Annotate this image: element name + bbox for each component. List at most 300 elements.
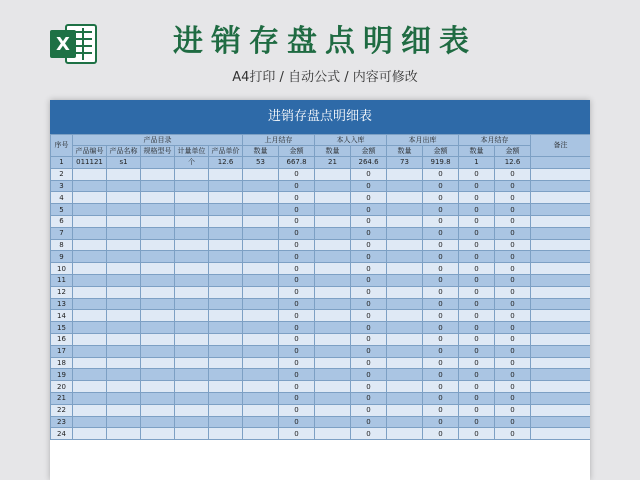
table-cell[interactable]	[531, 369, 590, 381]
table-cell[interactable]	[387, 204, 423, 216]
table-cell[interactable]: 0	[351, 381, 387, 393]
table-cell[interactable]: 73	[387, 157, 423, 169]
table-cell[interactable]: 0	[351, 239, 387, 251]
row-number-cell[interactable]: 15	[51, 322, 73, 334]
table-cell[interactable]	[209, 333, 243, 345]
table-cell[interactable]: 0	[351, 298, 387, 310]
table-cell[interactable]	[107, 168, 141, 180]
table-cell[interactable]	[315, 286, 351, 298]
table-cell[interactable]	[315, 263, 351, 275]
table-cell[interactable]	[175, 392, 209, 404]
table-cell[interactable]: 0	[279, 168, 315, 180]
table-cell[interactable]	[107, 215, 141, 227]
table-cell[interactable]	[531, 168, 590, 180]
table-cell[interactable]: 0	[459, 428, 495, 440]
row-number-cell[interactable]: 16	[51, 333, 73, 345]
table-cell[interactable]: 0	[495, 404, 531, 416]
table-cell[interactable]	[209, 192, 243, 204]
table-cell[interactable]: 0	[495, 416, 531, 428]
table-cell[interactable]	[175, 227, 209, 239]
table-cell[interactable]: 0	[459, 192, 495, 204]
table-cell[interactable]	[107, 180, 141, 192]
table-cell[interactable]	[175, 322, 209, 334]
table-cell[interactable]	[141, 168, 175, 180]
table-cell[interactable]	[209, 286, 243, 298]
table-cell[interactable]: 0	[459, 322, 495, 334]
table-cell[interactable]	[315, 215, 351, 227]
table-cell[interactable]	[243, 204, 279, 216]
table-cell[interactable]	[209, 381, 243, 393]
table-cell[interactable]: 667.8	[279, 157, 315, 169]
table-cell[interactable]	[141, 215, 175, 227]
table-cell[interactable]	[73, 168, 107, 180]
table-cell[interactable]: 0	[423, 392, 459, 404]
table-cell[interactable]: 0	[495, 381, 531, 393]
table-cell[interactable]	[315, 333, 351, 345]
table-cell[interactable]	[107, 416, 141, 428]
table-cell[interactable]	[107, 251, 141, 263]
table-cell[interactable]: 0	[279, 369, 315, 381]
table-cell[interactable]: 0	[423, 322, 459, 334]
table-cell[interactable]	[73, 416, 107, 428]
table-cell[interactable]	[531, 322, 590, 334]
table-cell[interactable]	[243, 298, 279, 310]
table-cell[interactable]	[387, 428, 423, 440]
row-number-cell[interactable]: 18	[51, 357, 73, 369]
table-cell[interactable]	[107, 357, 141, 369]
table-cell[interactable]	[209, 357, 243, 369]
table-cell[interactable]: 0	[351, 274, 387, 286]
table-cell[interactable]	[107, 428, 141, 440]
table-cell[interactable]: 0	[495, 298, 531, 310]
table-cell[interactable]: 0	[423, 168, 459, 180]
table-cell[interactable]: 0	[351, 333, 387, 345]
table-cell[interactable]	[107, 310, 141, 322]
table-cell[interactable]	[141, 239, 175, 251]
table-cell[interactable]	[387, 369, 423, 381]
table-cell[interactable]	[209, 428, 243, 440]
table-cell[interactable]	[175, 239, 209, 251]
row-number-cell[interactable]: 8	[51, 239, 73, 251]
table-cell[interactable]: 0	[279, 263, 315, 275]
table-cell[interactable]	[387, 416, 423, 428]
row-number-cell[interactable]: 10	[51, 263, 73, 275]
table-cell[interactable]	[107, 404, 141, 416]
row-number-cell[interactable]: 21	[51, 392, 73, 404]
table-cell[interactable]: 0	[495, 215, 531, 227]
table-cell[interactable]	[209, 168, 243, 180]
row-number-cell[interactable]: 14	[51, 310, 73, 322]
table-cell[interactable]	[531, 381, 590, 393]
table-cell[interactable]	[141, 180, 175, 192]
table-cell[interactable]	[141, 204, 175, 216]
table-cell[interactable]	[315, 310, 351, 322]
table-cell[interactable]: 0	[279, 381, 315, 393]
table-cell[interactable]: 0	[495, 333, 531, 345]
table-cell[interactable]	[73, 369, 107, 381]
row-number-cell[interactable]: 7	[51, 227, 73, 239]
table-cell[interactable]	[141, 286, 175, 298]
table-cell[interactable]	[243, 392, 279, 404]
row-number-cell[interactable]: 20	[51, 381, 73, 393]
table-cell[interactable]	[175, 168, 209, 180]
table-cell[interactable]	[387, 192, 423, 204]
table-cell[interactable]	[387, 345, 423, 357]
table-cell[interactable]	[531, 428, 590, 440]
table-cell[interactable]: 1	[459, 157, 495, 169]
table-cell[interactable]: 0	[351, 428, 387, 440]
table-cell[interactable]	[387, 381, 423, 393]
table-cell[interactable]: 0	[279, 274, 315, 286]
table-cell[interactable]	[531, 263, 590, 275]
table-cell[interactable]	[209, 263, 243, 275]
table-cell[interactable]: 0	[423, 204, 459, 216]
table-cell[interactable]: 0	[351, 416, 387, 428]
table-cell[interactable]	[141, 404, 175, 416]
table-cell[interactable]	[209, 298, 243, 310]
table-cell[interactable]: 0	[459, 239, 495, 251]
table-cell[interactable]	[73, 192, 107, 204]
table-cell[interactable]: 0	[423, 180, 459, 192]
table-cell[interactable]	[107, 381, 141, 393]
table-cell[interactable]	[73, 204, 107, 216]
table-cell[interactable]: 0	[423, 404, 459, 416]
table-cell[interactable]	[107, 286, 141, 298]
table-cell[interactable]	[73, 239, 107, 251]
table-cell[interactable]: 0	[459, 404, 495, 416]
table-cell[interactable]: 0	[459, 180, 495, 192]
table-cell[interactable]	[387, 298, 423, 310]
row-number-cell[interactable]: 17	[51, 345, 73, 357]
table-cell[interactable]	[531, 392, 590, 404]
table-cell[interactable]: 0	[495, 180, 531, 192]
table-cell[interactable]	[141, 298, 175, 310]
table-cell[interactable]: 0	[351, 204, 387, 216]
table-cell[interactable]	[73, 263, 107, 275]
table-cell[interactable]	[315, 180, 351, 192]
table-cell[interactable]: 0	[279, 322, 315, 334]
table-cell[interactable]: 0	[423, 263, 459, 275]
table-cell[interactable]: 0	[351, 180, 387, 192]
table-cell[interactable]	[531, 310, 590, 322]
table-cell[interactable]	[73, 274, 107, 286]
table-cell[interactable]	[315, 345, 351, 357]
table-cell[interactable]: 0	[351, 404, 387, 416]
table-cell[interactable]	[209, 310, 243, 322]
row-number-cell[interactable]: 9	[51, 251, 73, 263]
table-cell[interactable]	[531, 357, 590, 369]
table-cell[interactable]	[107, 239, 141, 251]
table-cell[interactable]	[141, 428, 175, 440]
table-cell[interactable]	[531, 298, 590, 310]
table-cell[interactable]	[243, 286, 279, 298]
table-cell[interactable]	[209, 416, 243, 428]
table-cell[interactable]	[209, 204, 243, 216]
table-cell[interactable]	[107, 322, 141, 334]
table-cell[interactable]	[531, 204, 590, 216]
table-cell[interactable]: 0	[423, 251, 459, 263]
table-cell[interactable]: 0	[495, 345, 531, 357]
table-cell[interactable]	[315, 381, 351, 393]
table-cell[interactable]	[141, 251, 175, 263]
table-cell[interactable]	[387, 392, 423, 404]
table-cell[interactable]	[243, 333, 279, 345]
table-cell[interactable]	[73, 428, 107, 440]
table-cell[interactable]	[175, 180, 209, 192]
table-cell[interactable]	[175, 345, 209, 357]
table-cell[interactable]	[107, 345, 141, 357]
row-number-cell[interactable]: 4	[51, 192, 73, 204]
table-cell[interactable]	[175, 274, 209, 286]
table-cell[interactable]	[175, 263, 209, 275]
table-cell[interactable]	[315, 168, 351, 180]
table-cell[interactable]	[141, 392, 175, 404]
table-cell[interactable]	[73, 227, 107, 239]
row-number-cell[interactable]: 13	[51, 298, 73, 310]
table-cell[interactable]	[141, 345, 175, 357]
table-cell[interactable]: 0	[459, 286, 495, 298]
table-cell[interactable]: 0	[495, 239, 531, 251]
table-cell[interactable]	[387, 239, 423, 251]
table-cell[interactable]: 0	[459, 333, 495, 345]
table-cell[interactable]: 0	[351, 215, 387, 227]
table-cell[interactable]: 0	[495, 392, 531, 404]
table-cell[interactable]: 0	[459, 251, 495, 263]
table-cell[interactable]	[531, 286, 590, 298]
table-cell[interactable]: 0	[279, 286, 315, 298]
table-cell[interactable]: 0	[279, 298, 315, 310]
table-cell[interactable]	[107, 227, 141, 239]
table-cell[interactable]: 0	[423, 333, 459, 345]
table-cell[interactable]	[175, 404, 209, 416]
table-cell[interactable]: 0	[459, 263, 495, 275]
table-cell[interactable]: 0	[423, 274, 459, 286]
table-cell[interactable]: 0	[351, 168, 387, 180]
table-cell[interactable]: 12.6	[495, 157, 531, 169]
table-cell[interactable]	[141, 227, 175, 239]
table-cell[interactable]	[73, 345, 107, 357]
table-cell[interactable]	[315, 251, 351, 263]
table-cell[interactable]	[175, 310, 209, 322]
table-cell[interactable]	[531, 404, 590, 416]
table-cell[interactable]	[175, 333, 209, 345]
table-cell[interactable]: 0	[351, 392, 387, 404]
table-cell[interactable]	[141, 192, 175, 204]
table-cell[interactable]	[107, 298, 141, 310]
table-cell[interactable]: 0	[459, 298, 495, 310]
table-cell[interactable]	[141, 357, 175, 369]
table-cell[interactable]	[315, 227, 351, 239]
table-cell[interactable]	[531, 345, 590, 357]
table-cell[interactable]: 0	[423, 298, 459, 310]
table-cell[interactable]	[209, 215, 243, 227]
table-cell[interactable]: 0	[351, 227, 387, 239]
table-cell[interactable]	[243, 215, 279, 227]
table-cell[interactable]	[243, 192, 279, 204]
table-cell[interactable]	[73, 310, 107, 322]
row-number-cell[interactable]: 2	[51, 168, 73, 180]
table-cell[interactable]	[73, 251, 107, 263]
table-cell[interactable]: 0	[423, 310, 459, 322]
table-cell[interactable]: 0	[459, 369, 495, 381]
table-cell[interactable]: 0	[459, 215, 495, 227]
table-cell[interactable]: 0	[279, 192, 315, 204]
table-cell[interactable]	[73, 180, 107, 192]
table-cell[interactable]	[141, 381, 175, 393]
table-cell[interactable]: 0	[423, 369, 459, 381]
row-number-cell[interactable]: 5	[51, 204, 73, 216]
table-cell[interactable]	[175, 286, 209, 298]
table-cell[interactable]	[141, 274, 175, 286]
table-cell[interactable]: 0	[279, 428, 315, 440]
table-cell[interactable]	[141, 369, 175, 381]
table-cell[interactable]: 12.6	[209, 157, 243, 169]
table-cell[interactable]	[243, 416, 279, 428]
table-cell[interactable]: 0	[279, 239, 315, 251]
table-cell[interactable]: 0	[495, 192, 531, 204]
table-cell[interactable]	[387, 263, 423, 275]
table-cell[interactable]	[73, 357, 107, 369]
table-cell[interactable]	[531, 274, 590, 286]
table-cell[interactable]: 0	[459, 310, 495, 322]
table-cell[interactable]	[387, 357, 423, 369]
table-cell[interactable]: 0	[495, 274, 531, 286]
table-cell[interactable]	[175, 357, 209, 369]
table-cell[interactable]: 0	[459, 227, 495, 239]
table-cell[interactable]	[531, 192, 590, 204]
table-cell[interactable]: 0	[423, 286, 459, 298]
table-cell[interactable]	[243, 357, 279, 369]
table-cell[interactable]	[531, 239, 590, 251]
table-cell[interactable]	[315, 274, 351, 286]
table-cell[interactable]	[531, 215, 590, 227]
table-cell[interactable]: 0	[279, 251, 315, 263]
table-cell[interactable]	[175, 298, 209, 310]
table-cell[interactable]: 0	[495, 428, 531, 440]
table-cell[interactable]	[209, 239, 243, 251]
table-cell[interactable]	[175, 381, 209, 393]
table-cell[interactable]: 0	[459, 204, 495, 216]
table-cell[interactable]: 0	[459, 345, 495, 357]
table-cell[interactable]: 0	[279, 227, 315, 239]
table-cell[interactable]: 0	[423, 239, 459, 251]
row-number-cell[interactable]: 24	[51, 428, 73, 440]
table-cell[interactable]: 0	[459, 357, 495, 369]
table-cell[interactable]	[531, 157, 590, 169]
table-cell[interactable]: 0	[459, 274, 495, 286]
table-cell[interactable]	[243, 263, 279, 275]
table-cell[interactable]	[315, 369, 351, 381]
table-cell[interactable]	[315, 239, 351, 251]
table-cell[interactable]	[243, 168, 279, 180]
table-cell[interactable]	[243, 274, 279, 286]
table-cell[interactable]	[387, 404, 423, 416]
table-cell[interactable]	[141, 322, 175, 334]
row-number-cell[interactable]: 22	[51, 404, 73, 416]
row-number-cell[interactable]: 6	[51, 215, 73, 227]
row-number-cell[interactable]: 3	[51, 180, 73, 192]
table-cell[interactable]	[209, 392, 243, 404]
table-cell[interactable]: 0	[459, 392, 495, 404]
table-cell[interactable]	[243, 428, 279, 440]
table-cell[interactable]	[387, 310, 423, 322]
table-cell[interactable]	[209, 274, 243, 286]
table-cell[interactable]: 21	[315, 157, 351, 169]
table-cell[interactable]	[315, 357, 351, 369]
table-cell[interactable]	[387, 251, 423, 263]
table-cell[interactable]	[175, 428, 209, 440]
table-cell[interactable]	[175, 416, 209, 428]
table-cell[interactable]	[209, 322, 243, 334]
row-number-cell[interactable]: 12	[51, 286, 73, 298]
table-cell[interactable]: 0	[459, 381, 495, 393]
table-cell[interactable]: 0	[495, 251, 531, 263]
table-cell[interactable]	[107, 192, 141, 204]
table-cell[interactable]: 0	[459, 168, 495, 180]
table-cell[interactable]: 011121	[73, 157, 107, 169]
table-cell[interactable]: 0	[495, 263, 531, 275]
table-cell[interactable]	[175, 251, 209, 263]
table-cell[interactable]: 0	[351, 286, 387, 298]
table-cell[interactable]: 264.6	[351, 157, 387, 169]
table-cell[interactable]	[175, 204, 209, 216]
table-cell[interactable]	[315, 428, 351, 440]
table-cell[interactable]: 0	[423, 227, 459, 239]
table-cell[interactable]	[315, 192, 351, 204]
table-cell[interactable]: 0	[351, 369, 387, 381]
table-cell[interactable]	[387, 286, 423, 298]
table-cell[interactable]	[387, 168, 423, 180]
table-cell[interactable]	[73, 286, 107, 298]
table-cell[interactable]	[209, 227, 243, 239]
table-cell[interactable]: 0	[351, 263, 387, 275]
table-cell[interactable]	[531, 416, 590, 428]
table-cell[interactable]: 0	[279, 204, 315, 216]
table-cell[interactable]	[315, 416, 351, 428]
table-cell[interactable]: 0	[351, 310, 387, 322]
table-cell[interactable]	[73, 215, 107, 227]
table-cell[interactable]	[315, 204, 351, 216]
table-cell[interactable]: s1	[107, 157, 141, 169]
table-cell[interactable]: 个	[175, 157, 209, 169]
table-cell[interactable]	[209, 251, 243, 263]
table-cell[interactable]: 0	[495, 204, 531, 216]
table-cell[interactable]	[73, 392, 107, 404]
table-cell[interactable]: 0	[423, 192, 459, 204]
table-cell[interactable]	[107, 263, 141, 275]
table-cell[interactable]	[243, 180, 279, 192]
table-cell[interactable]	[141, 416, 175, 428]
table-cell[interactable]	[531, 251, 590, 263]
table-cell[interactable]: 0	[495, 168, 531, 180]
table-cell[interactable]	[387, 333, 423, 345]
table-cell[interactable]	[141, 263, 175, 275]
table-cell[interactable]: 0	[495, 369, 531, 381]
table-cell[interactable]	[387, 274, 423, 286]
table-cell[interactable]	[315, 322, 351, 334]
table-cell[interactable]: 0	[459, 416, 495, 428]
table-cell[interactable]	[107, 333, 141, 345]
table-cell[interactable]	[243, 310, 279, 322]
table-cell[interactable]	[209, 345, 243, 357]
table-cell[interactable]	[243, 251, 279, 263]
table-cell[interactable]: 0	[495, 322, 531, 334]
table-cell[interactable]: 0	[495, 286, 531, 298]
table-cell[interactable]	[243, 239, 279, 251]
row-number-cell[interactable]: 1	[51, 157, 73, 169]
table-cell[interactable]: 919.8	[423, 157, 459, 169]
table-cell[interactable]	[141, 157, 175, 169]
